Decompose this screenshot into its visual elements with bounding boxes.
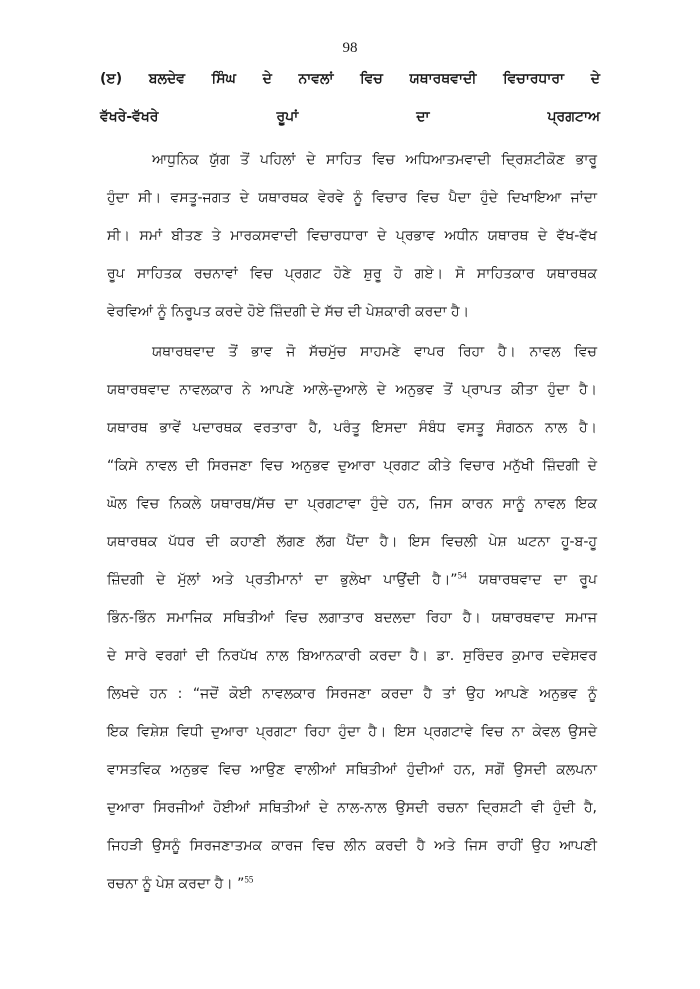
text-line: ਦੇ ਸਾਰੇ ਵਰਗਾਂ ਦੀ ਨਿਰਪੱਖ ਨਾਲ ਬਿਆਨਕਾਰੀ ਕਰਦਾ ਹੈ। ਡਾ. ਸੁਰਿੰਦਰ ਕੁਮਾਰ ਦਵੇਸ਼ਵਰ (107, 648, 597, 664)
text-line: ਆਧੁਨਿਕ ਯੁੱਗ ਤੋਂ ਪਹਿਲਾਂ ਦੇ ਸਾਹਿਤ ਵਿਚ ਅਧਿਆਤਮਵਾਦੀ ਦ੍ਰਿਸ਼ਟੀਕੋਣ ਭਾਰੂ (152, 152, 597, 168)
text-line: ਜਿਹੜੀ ਉਸਨੂੰ ਸਿਰਜਣਾਤਮਕ ਕਾਰਜ ਵਿਚ ਲੀਨ ਕਰਦੀ ਹੈ ਅਤੇ ਜਿਸ ਰਾਹੀਂ ਉਹ ਆਪਣੀ (107, 838, 597, 854)
text-line: ਵਾਸਤਵਿਕ ਅਨੁਭਵ ਵਿਚ ਆਉਣ ਵਾਲੀਆਂ ਸਥਿਤੀਆਂ ਹੁੰਦੀਆਂ ਹਨ, ਸਗੋਂ ਉਸਦੀ ਕਲਪਨਾ (107, 762, 597, 778)
text-line-with-footnote (107, 565, 597, 603)
footnote-ref: 55 (244, 874, 254, 885)
body-text (107, 145, 597, 907)
text-line: ਲਿਖਦੇ ਹਨ : “ਜਦੋਂ ਕੋਈ ਨਾਵਲਕਾਰ ਸਿਰਜਣਾ ਕਰਦਾ ਹੈ ਤਾਂ ਉਹ ਆਪਣੇ ਅਨੁਭਵ ਨੂੰ (107, 686, 597, 702)
text-line: ਇਕ ਵਿਸ਼ੇਸ਼ ਵਿਧੀ ਦੁਆਰਾ ਪ੍ਰਗਟਾ ਰਿਹਾ ਹੁੰਦਾ ਹੈ। ਇਸ ਪ੍ਰਗਟਾਵੇ ਵਿਚ ਨਾ ਕੇਵਲ ਉਸਦੇ (107, 724, 597, 740)
text-line: ਯਥਾਰਥ ਭਾਵੇਂ ਪਦਾਰਥਕ ਵਰਤਾਰਾ ਹੈ, ਪਰੰਤੂ ਇਸਦਾ ਸੰਬੰਧ ਵਸਤੂ ਸੰਗਠਨ ਨਾਲ ਹੈ। (107, 420, 597, 436)
text-line: ਭਿੰਨ-ਭਿੰਨ ਸਮਾਜਿਕ ਸਥਿਤੀਆਂ ਵਿਚ ਲਗਾਤਾਰ ਬਦਲਦਾ ਰਿਹਾ ਹੈ। ਯਥਾਰਥਵਾਦ ਸਮਾਜ (107, 610, 597, 626)
heading-line: (ੲ) ਬਲਦੇਵ ਸਿੰਘ ਦੇ ਨਾਵਲਾਂ ਵਿਚ ਯਥਾਰਥਵਾਦੀ ਵਿਚਾਰਧਾਰਾ ਦੇ (100, 71, 600, 87)
text-line: ਘੋਲ ਵਿਚ ਨਿਕਲੇ ਯਥਾਰਥ/ਸੱਚ ਦਾ ਪ੍ਰਗਟਾਵਾ ਹੁੰਦੇ ਹਨ, ਜਿਸ ਕਾਰਨ ਸਾਨੂੰ ਨਾਵਲ ਇਕ (107, 496, 597, 512)
text-line: ਯਥਾਰਥਕ ਪੱਧਰ ਦੀ ਕਹਾਣੀ ਲੱਗਣ ਲੱਗ ਪੈਂਦਾ ਹੈ। ਇਸ ਵਿਚਲੀ ਪੇਸ਼ ਘਟਨਾ ਹੂ-ਬ-ਹੂ (107, 534, 597, 550)
paragraph (107, 145, 597, 335)
heading-line: ਵੱਖਰੇ-ਵੱਖਰੇ ਰੂਪਾਂ ਦਾ ਪ੍ਰਗਟਾਅ (100, 109, 600, 125)
text-line: ਹੁੰਦਾ ਸੀ। ਵਸਤੂ-ਜਗਤ ਦੇ ਯਥਾਰਥਕ ਵੇਰਵੇ ਨੂੰ ਵਿਚਾਰ ਵਿਚ ਪੈਦਾ ਹੁੰਦੇ ਦਿਖਾਇਆ ਜਾਂਦਾ (107, 190, 597, 206)
text-line: ਰੂਪ ਸਾਹਿਤਕ ਰਚਨਾਵਾਂ ਵਿਚ ਪ੍ਰਗਟ ਹੋਣੇ ਸ਼ੁਰੂ ਹੋ ਗਏ। ਸੋ ਸਾਹਿਤਕਾਰ ਯਥਾਰਥਕ (107, 266, 597, 282)
text-segment: ਰਚਨਾ ਨੂੰ ਪੇਸ਼ ਕਰਦਾ ਹੈ। ” (107, 876, 245, 892)
text-line: ਦੁਆਰਾ ਸਿਰਜੀਆਂ ਹੋਈਆਂ ਸਥਿਤੀਆਂ ਦੇ ਨਾਲ-ਨਾਲ ਉਸਦੀ ਰਚਨਾ ਦ੍ਰਿਸ਼ਟੀ ਵੀ ਹੁੰਦੀ ਹੈ, (107, 800, 597, 816)
text-line: “ਕਿਸੇ ਨਾਵਲ ਦੀ ਸਿਰਜਣਾ ਵਿਚ ਅਨੁਭਵ ਦੁਆਰਾ ਪ੍ਰਗਟ ਕੀਤੇ ਵਿਚਾਰ ਮਨੁੱਖੀ ਜ਼ਿੰਦਗੀ ਦੇ (107, 458, 597, 474)
text-segment: ਜ਼ਿੰਦਗੀ ਦੇ ਮੁੱਲਾਂ ਅਤੇ ਪ੍ਰਤੀਮਾਨਾਂ ਦਾ ਭੁਲੇਖਾ ਪਾਉਂਦੀ ਹੈ।” (107, 572, 458, 588)
paragraph (107, 337, 597, 907)
footnote-ref: 54 (457, 570, 467, 581)
text-line: ਯਥਾਰਥਵਾਦ ਨਾਵਲਕਾਰ ਨੇ ਆਪਣੇ ਆਲੇ-ਦੁਆਲੇ ਦੇ ਅਨੁਭਵ ਤੋਂ ਪ੍ਰਾਪਤ ਕੀਤਾ ਹੁੰਦਾ ਹੈ। (107, 382, 597, 398)
text-line-with-footnote (107, 869, 597, 907)
text-line: ਯਥਾਰਥਵਾਦ ਤੋਂ ਭਾਵ ਜੋ ਸੱਚਮੁੱਚ ਸਾਹਮਣੇ ਵਾਪਰ ਰਿਹਾ ਹੈ। ਨਾਵਲ ਵਿਚ (152, 344, 597, 360)
section-heading (100, 64, 600, 140)
text-line: ਵੇਰਵਿਆਂ ਨੂੰ ਨਿਰੂਪਤ ਕਰਦੇ ਹੋਏ ਜ਼ਿੰਦਗੀ ਦੇ ਸੱਚ ਦੀ ਪੇਸ਼ਕਾਰੀ ਕਰਦਾ ਹੈ। (107, 304, 470, 320)
text-segment: ਯਥਾਰਥਵਾਦ ਦਾ ਰੂਪ (466, 572, 597, 588)
page-number: 98 (342, 40, 358, 56)
text-line: ਸੀ। ਸਮਾਂ ਬੀਤਣ ਤੇ ਮਾਰਕਸਵਾਦੀ ਵਿਚਾਰਧਾਰਾ ਦੇ ਪ੍ਰਭਾਵ ਅਧੀਨ ਯਥਾਰਥ ਦੇ ਵੱਖ-ਵੱਖ (107, 228, 597, 244)
